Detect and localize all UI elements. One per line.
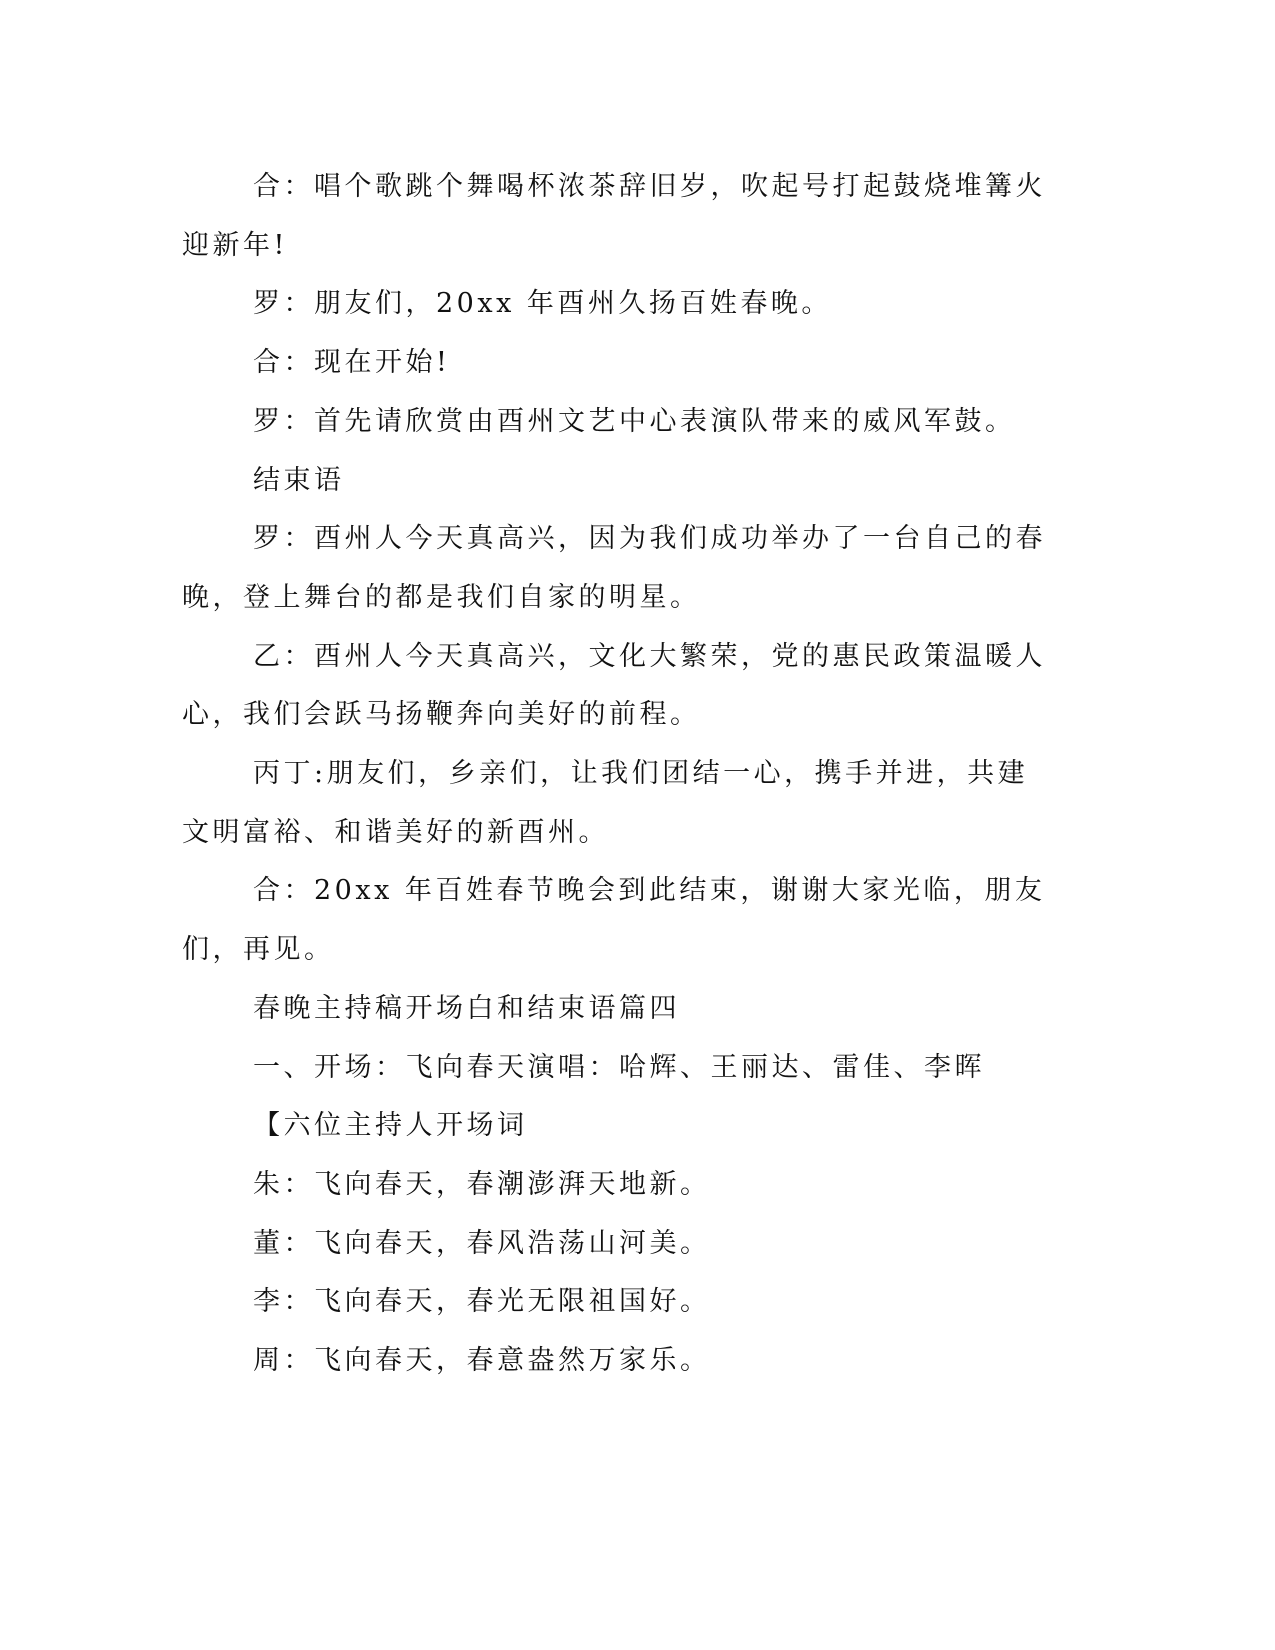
paragraph-luo-drums: 罗：首先请欣赏由酉州文艺中心表演队带来的威风军鼓。 bbox=[253, 405, 1016, 437]
paragraph-chorus-opening: 合：唱个歌跳个舞喝杯浓茶辞旧岁，吹起号打起鼓烧堆篝火迎新年! bbox=[182, 171, 1046, 261]
paragraph-luo-closing: 罗：酉州人今天真高兴，因为我们成功举办了一台自己的春晚，登上舞台的都是我们自家的明星。 bbox=[182, 523, 1046, 613]
paragraph-chorus-start: 合：现在开始! bbox=[253, 347, 451, 379]
paragraph-li-line: 李：飞向春天，春光无限祖国好。 bbox=[253, 1286, 711, 1318]
paragraph-host-intro-heading: 【六位主持人开场词 bbox=[253, 1110, 528, 1142]
paragraph-opening-song: 一、开场：飞向春天演唱：哈辉、王丽达、雷佳、李晖 bbox=[253, 1051, 985, 1083]
body-text bbox=[182, 158, 1052, 1391]
paragraph-luo-friends: 罗：朋友们，20xx 年酉州久扬百姓春晚。 bbox=[253, 288, 832, 320]
paragraph-chorus-goodbye: 合：20xx 年百姓春节晚会到此结束，谢谢大家光临，朋友们，再见。 bbox=[182, 875, 1046, 966]
paragraph-bingding-closing: 丙丁:朋友们，乡亲们，让我们团结一心，携手并进，共建文明富裕、和谐美好的新酉州。 bbox=[182, 758, 1029, 848]
section-heading-closing: 结束语 bbox=[253, 464, 345, 496]
paragraph-zhou-line: 周：飞向春天，春意盎然万家乐。 bbox=[253, 1345, 711, 1377]
paragraph-zhu-line: 朱：飞向春天，春潮澎湃天地新。 bbox=[253, 1168, 711, 1200]
section-title-part-four: 春晚主持稿开场白和结束语篇四 bbox=[253, 992, 680, 1024]
paragraph-yi-closing: 乙：酉州人今天真高兴，文化大繁荣，党的惠民政策温暖人心，我们会跃马扬鞭奔向美好的前程。 bbox=[182, 640, 1046, 731]
paragraph-dong-line: 董：飞向春天，春风浩荡山河美。 bbox=[253, 1227, 711, 1259]
